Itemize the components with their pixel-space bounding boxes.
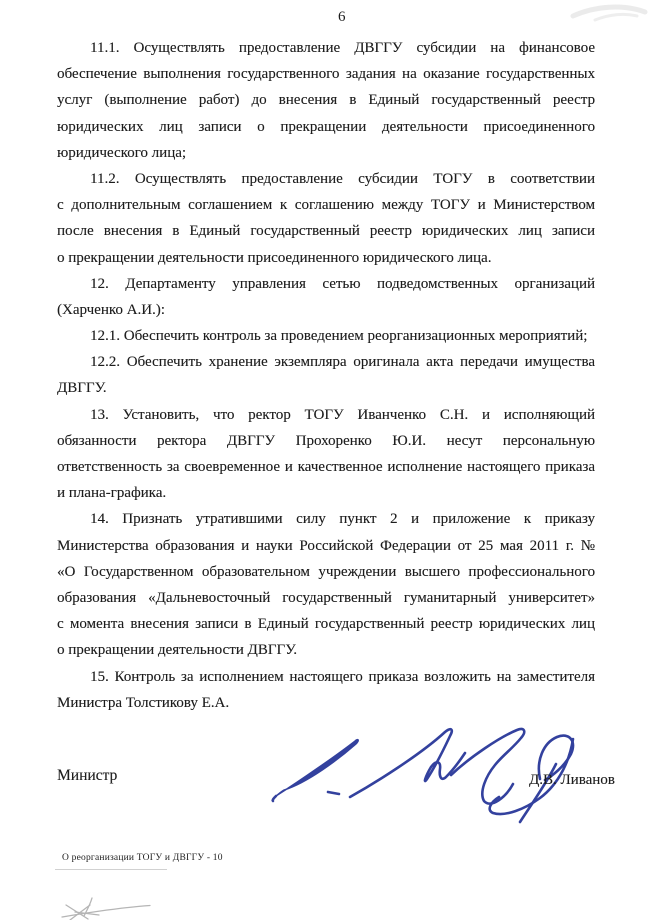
text-line: 12.1. Обеспечить контроль за проведением реорганизационных мероприятий; (90, 328, 588, 345)
minister-label: Министр (57, 767, 118, 784)
pencil-mark (55, 888, 165, 920)
paragraph-12-2 (57, 349, 595, 401)
text-line: 11.1. Осуществлять предоставление ДВГГУ субсидии на финансовое (90, 40, 595, 56)
text-line: ДВГГУ. (57, 380, 107, 397)
text-line: с дополнительным соглашением к соглашению между ТОГУ и Министерством (57, 197, 595, 214)
text-line: после внесения в Единый государственный реестр юридических лиц записи (57, 223, 595, 240)
text-line: 14. Признать утратившими силу пункт 2 и приложение к приказу (90, 511, 595, 528)
page-number: 6 (338, 9, 346, 25)
text-line: образования «Дальневосточный государственный гуманитарный университет» (57, 589, 595, 606)
text-line: (Харченко А.И.): (57, 301, 165, 318)
text-line: ответственность за своевременное и качественное исполнение настоящего приказа (57, 459, 595, 475)
text-line: юридических лиц записи о прекращении деятельности присоединенного (57, 118, 595, 135)
scan-smudge (565, 0, 650, 26)
text-line: Министерства образования и науки Российской Федерации от 25 мая 2011 г. № (57, 537, 595, 554)
paragraph-11-2 (57, 166, 595, 271)
text-line: Министра Толстикову Е.А. (57, 694, 230, 711)
paragraph-12 (57, 271, 595, 323)
text-line: 12. Департаменту управления сетью подведомственных организаций (90, 275, 595, 292)
text-line: с момента внесения записи в Единый государственный реестр юридических лиц (57, 616, 595, 633)
signature-ink (255, 695, 595, 845)
text-line: обеспечение выполнения государственного задания на оказание государственных (57, 66, 595, 83)
text-line: обязанности ректора ДВГГУ Прохоренко Ю.И. несут персональную (57, 432, 595, 449)
footer-reference: О реорганизации ТОГУ и ДВГГУ - 10 (62, 853, 223, 863)
paragraph-14 (57, 506, 595, 663)
text-line: «О Государственном образовательном учреждении высшего профессионального (57, 563, 595, 580)
paragraph-12-1 (57, 323, 595, 349)
text-line: 12.2. Обеспечить хранение экземпляра оригинала акта передачи имущества (90, 354, 595, 371)
text-line: и плана-графика. (57, 485, 167, 502)
footer-rule (55, 869, 167, 870)
text-line: 11.2. Осуществлять предоставление субсидии ТОГУ в соответствии (90, 170, 595, 187)
text-line: о прекращении деятельности присоединенного юридического лица. (57, 249, 492, 266)
paragraph-11-1 (57, 35, 595, 166)
text-line: услуг (выполнение работ) до внесения в Единый государственный реестр (57, 92, 595, 109)
text-line: о прекращении деятельности ДВГГУ. (57, 642, 298, 659)
document-body (57, 35, 595, 716)
text-line: юридического лица; (57, 144, 187, 161)
text-line: 15. Контроль за исполнением настоящего приказа возложить на заместителя (90, 668, 595, 685)
paragraph-13 (57, 402, 595, 507)
signee-name: Д.В. Ливанов (529, 772, 615, 788)
text-line: 13. Установить, что ректор ТОГУ Иванченко С.Н. и исполняющий (90, 406, 595, 423)
